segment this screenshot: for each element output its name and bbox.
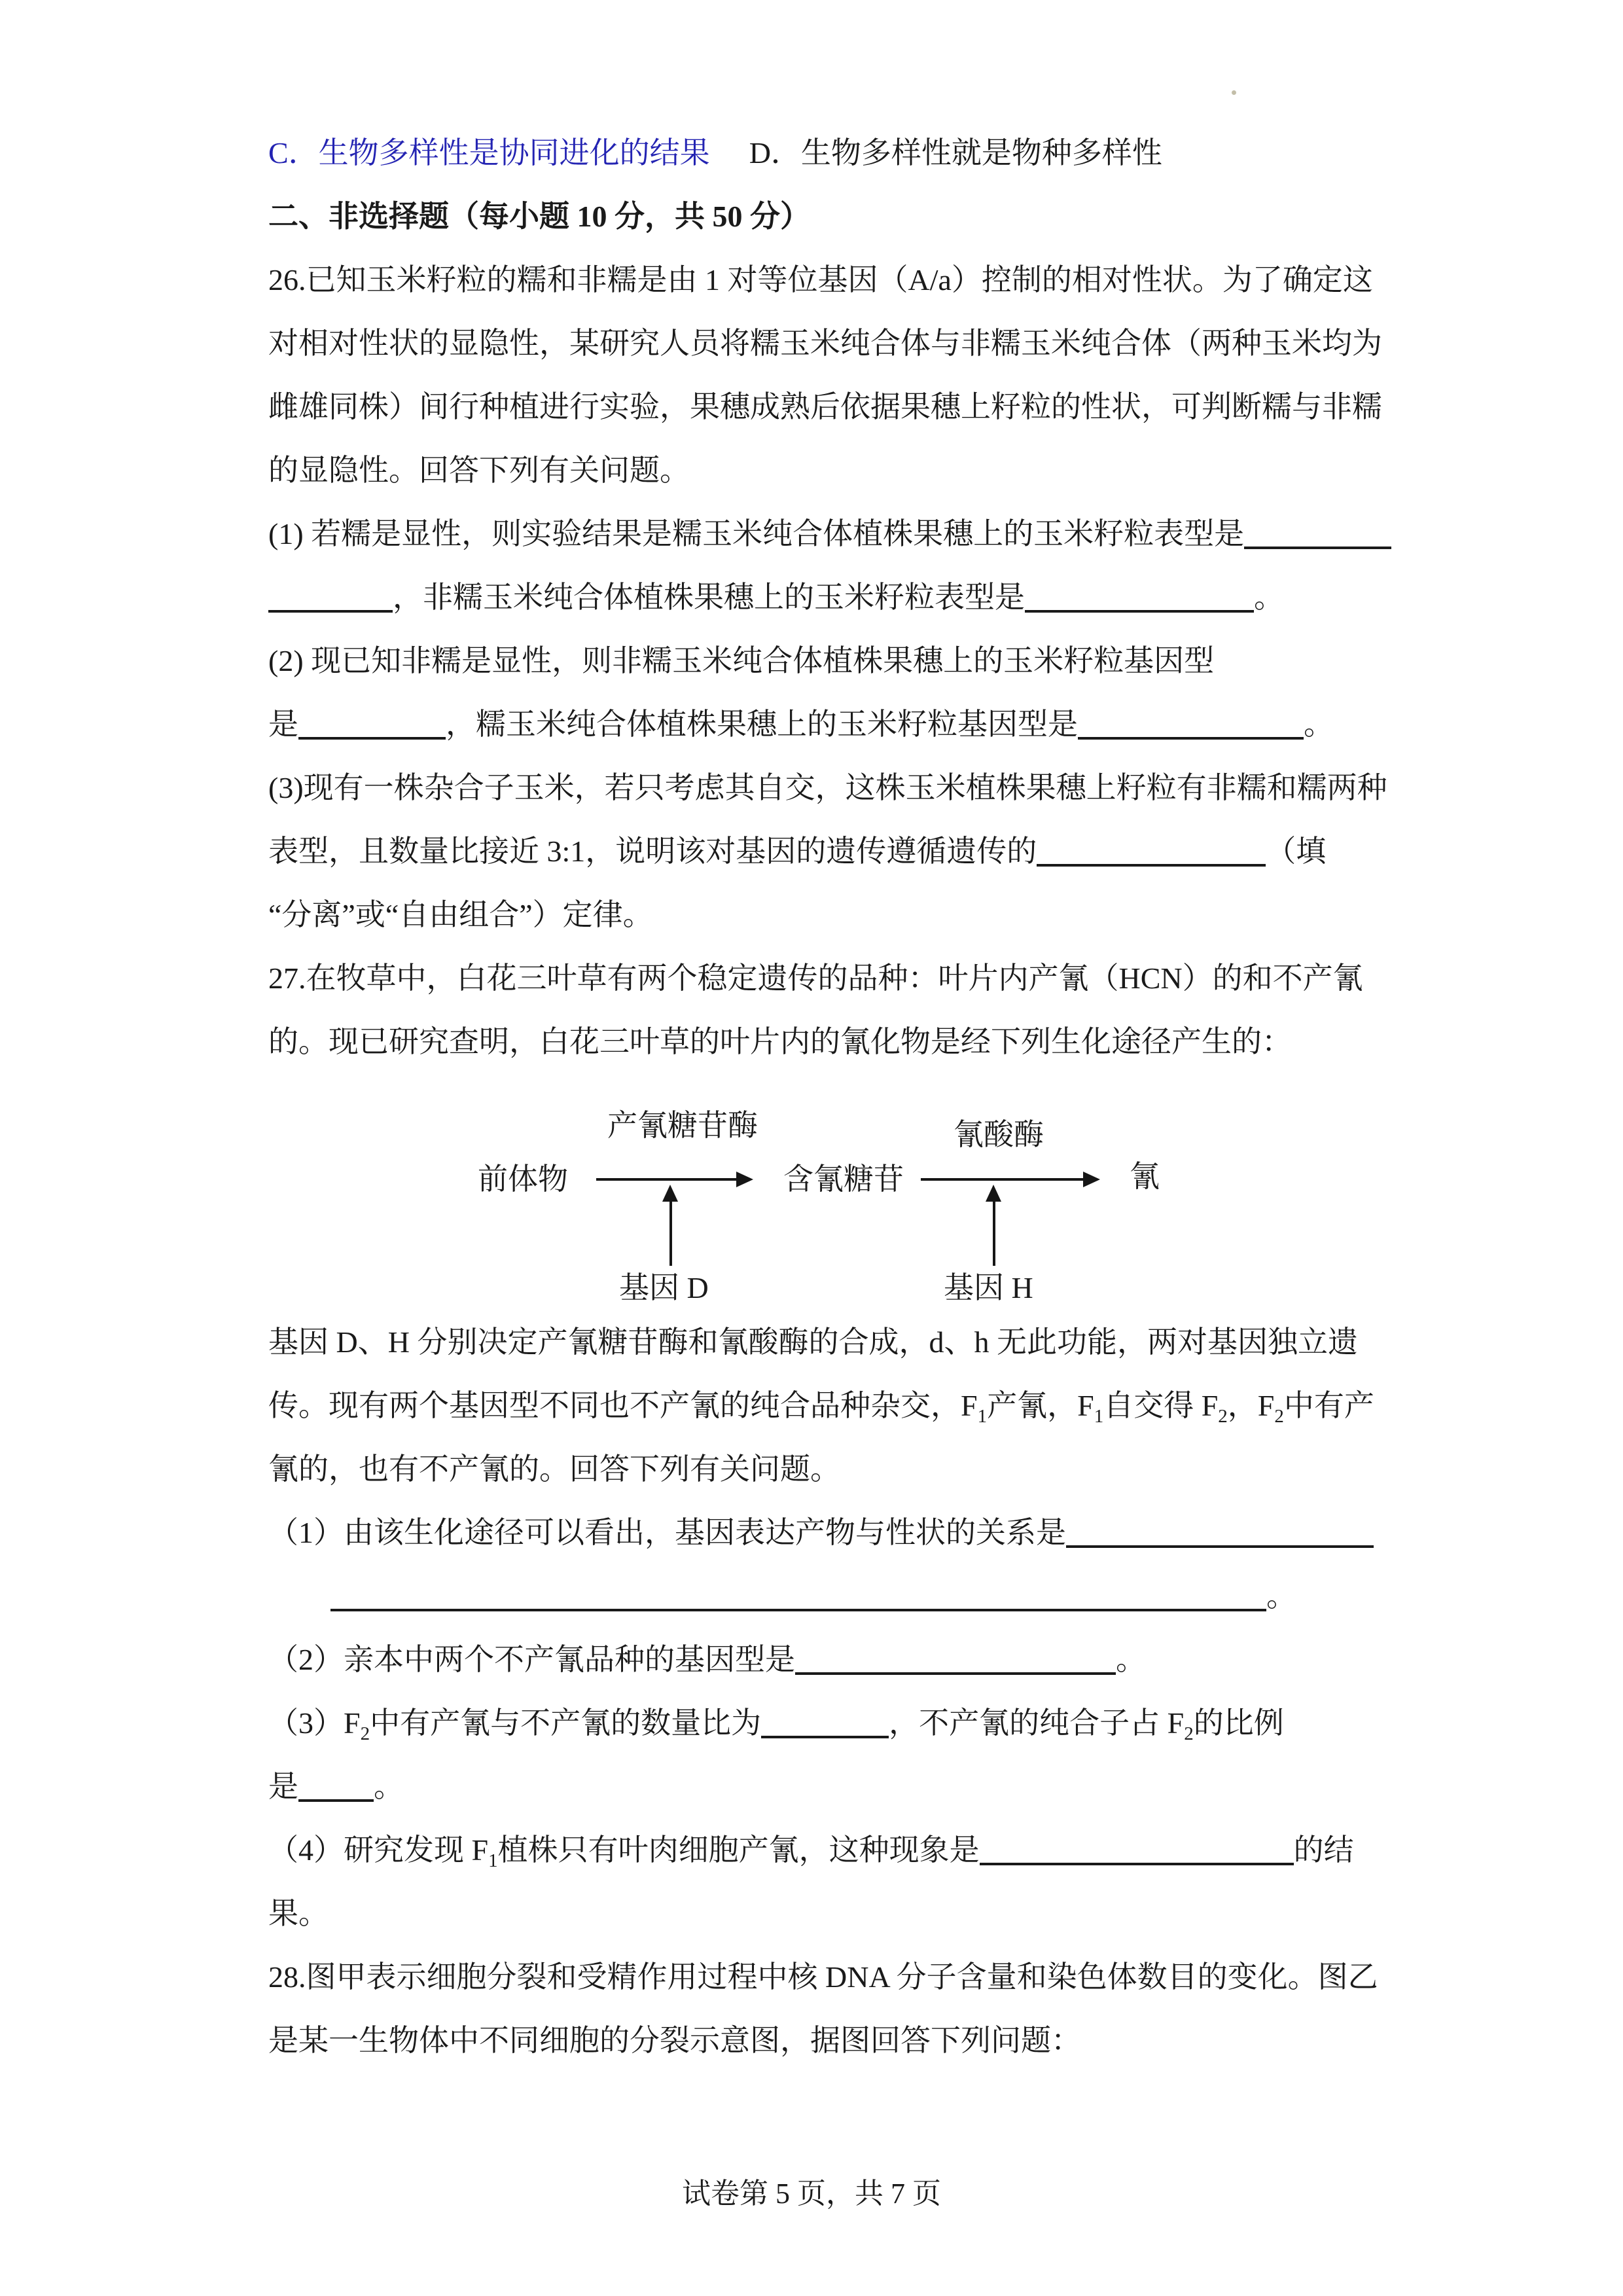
line-q27-1a	[268, 1501, 1381, 1564]
text-run: 植株只有叶肉细胞产氰，这种现象是	[497, 1833, 980, 1867]
line-options-cd	[268, 121, 1381, 185]
subscript: 1	[977, 1406, 988, 1427]
answer-blank	[268, 577, 393, 613]
text-run: 是	[268, 1770, 298, 1803]
enzyme2-label: 氰酸酶	[954, 1118, 1044, 1151]
line-q28-intro-2	[268, 2009, 1381, 2072]
line-q26-1a	[268, 502, 1381, 565]
text-run: 。	[374, 1770, 404, 1803]
answer-blank	[298, 704, 446, 740]
line-q26-intro-1	[268, 248, 1381, 312]
line-q26-intro-4	[268, 439, 1381, 502]
line-q27-4a	[268, 1818, 1381, 1882]
text-run: 27.在牧草中，白花三叶草有两个稳定遗传的品种：叶片内产氰（HCN）的和不产氰	[268, 961, 1363, 995]
page-footer: 试卷第 5 页，共 7 页	[682, 2178, 941, 2210]
answer-blank	[330, 1576, 1266, 1611]
text-run: 。	[1266, 1579, 1296, 1613]
line-q26-intro-2	[268, 312, 1381, 375]
text-run: （填	[1266, 834, 1327, 868]
text-run: （1）由该生化途径可以看出，基因表达产物与性状的关系是	[268, 1516, 1066, 1549]
subscript: 2	[360, 1723, 370, 1745]
text-run: （3）F	[268, 1706, 361, 1740]
text-run: 中有产氰与不产氰的数量比为	[370, 1706, 762, 1740]
line-q27-4b	[268, 1882, 1381, 1945]
text-run: 中有产	[1283, 1389, 1374, 1422]
intermediate-label: 含氰糖苷	[783, 1162, 904, 1196]
text-run: (3)现有一株杂合子玉米，若只考虑其自交，这株玉米植株果穗上籽粒有非糯和糯两种	[268, 771, 1387, 804]
scan-speck	[1232, 90, 1236, 95]
text-run: 的结	[1293, 1833, 1354, 1867]
text-run: D．生物多样性就是物种多样性	[749, 136, 1162, 170]
line-q26-3a	[268, 756, 1387, 819]
text-run: (2) 现已知非糯是显性，则非糯玉米纯合体植株果穗上的玉米籽粒基因型	[268, 644, 1215, 677]
gene-d-up-arrow	[669, 1200, 672, 1266]
answer-blank	[1244, 514, 1391, 549]
text-run: 。	[1304, 708, 1334, 741]
answer-blank	[980, 1830, 1294, 1865]
gene-h-label: 基因 H	[944, 1271, 1033, 1304]
text-run: 26.已知玉米籽粒的糯和非糯是由 1 对等位基因（A/a）控制的相对性状。为了确定这	[268, 263, 1373, 296]
line-q27-intro-1	[268, 946, 1381, 1010]
text-run: 的比例	[1193, 1706, 1284, 1740]
line-q26-3b	[268, 819, 1381, 883]
answer-blank	[761, 1703, 889, 1738]
text-run: 28.图甲表示细胞分裂和受精作用过程中核 DNA 分子含量和染色体数目的变化。图乙	[268, 1960, 1378, 1994]
text-run: ，F	[1227, 1389, 1275, 1422]
page-content	[268, 121, 1387, 2072]
subscript: 1	[488, 1850, 498, 1872]
text-run: 氰的，也有不产氰的。回答下列有关问题。	[268, 1452, 840, 1486]
text-run: （2）亲本中两个不产氰品种的基因型是	[268, 1643, 795, 1676]
subscript: 2	[1184, 1723, 1194, 1745]
text-run: 表型，且数量比接近 3:1，说明该对基因的遗传遵循遗传的	[268, 834, 1037, 868]
text-run: 基因 D、H 分别决定产氰糖苷酶和氰酸酶的合成，d、h 无此功能，两对基因独立遗	[268, 1325, 1358, 1359]
biochemical-pathway-diagram	[478, 1107, 1198, 1310]
highlighted-option-text: C．生物多样性是协同进化的结果	[268, 136, 710, 170]
subscript: 2	[1274, 1406, 1284, 1427]
precursor-label: 前体物	[478, 1162, 568, 1196]
text-run: ，糯玉米纯合体植株果穗上的玉米籽粒基因型是	[446, 708, 1078, 741]
text-run: （4）研究发现 F	[268, 1833, 489, 1867]
product-label: 氰	[1130, 1160, 1160, 1193]
text-run: “分离”或“自由组合”）定律。	[268, 898, 653, 931]
line-section-header	[268, 185, 1381, 248]
answer-blank	[1037, 831, 1266, 867]
gene-d-label: 基因 D	[619, 1271, 709, 1304]
text-run: ，不产氰的纯合子占 F	[889, 1706, 1185, 1740]
text-run: 传。现有两个基因型不同也不产氰的纯合品种杂交，F	[268, 1389, 978, 1422]
document-lines-before	[268, 121, 1387, 1073]
text-run: 。	[1254, 581, 1284, 614]
line-q26-intro-3	[268, 375, 1381, 439]
line-q26-2b	[268, 692, 1381, 756]
line-q28-intro-1	[268, 1945, 1381, 2009]
line-q26-1b	[268, 565, 1381, 629]
line-q27-2	[268, 1628, 1381, 1691]
text-run: 是某一生物体中不同细胞的分裂示意图，据图回答下列问题：	[268, 2024, 1081, 2057]
answer-blank	[795, 1640, 1116, 1675]
answer-blank	[1025, 577, 1254, 613]
text-run: ，非糯玉米纯合体植株果穗上的玉米籽粒表型是	[393, 581, 1025, 614]
text-run: 的显隐性。回答下列有关问题。	[268, 454, 690, 487]
answer-blank	[298, 1767, 374, 1802]
line-q27-3b	[268, 1755, 1381, 1818]
subscript: 2	[1218, 1406, 1228, 1427]
text-run: 产氰，F	[987, 1389, 1094, 1422]
text-run: 果。	[268, 1897, 329, 1930]
line-q27-1b	[268, 1564, 1381, 1628]
reaction-arrow-1	[596, 1178, 751, 1181]
line-q27-body-1	[268, 1310, 1381, 1374]
answer-blank	[1066, 1513, 1374, 1548]
enzyme1-label: 产氰糖苷酶	[607, 1109, 758, 1142]
line-q27-body-3	[268, 1437, 1381, 1501]
text-run: 。	[1116, 1643, 1146, 1676]
text-run: 自交得 F	[1103, 1389, 1219, 1422]
line-q27-3a	[268, 1691, 1381, 1755]
text-run: 对相对性状的显隐性，某研究人员将糯玉米纯合体与非糯玉米纯合体（两种玉米均为	[268, 327, 1382, 360]
text-run: 雌雄同株）间行种植进行实验，果穗成熟后依据果穗上籽粒的性状，可判断糯与非糯	[268, 390, 1382, 423]
document-lines-after	[268, 1310, 1381, 2072]
line-q26-2a	[268, 629, 1381, 692]
text-run: 的。现已研究查明，白花三叶草的叶片内的氰化物是经下列生化途径产生的：	[268, 1025, 1292, 1058]
answer-blank	[1078, 704, 1304, 740]
reaction-arrow-2	[921, 1178, 1097, 1181]
subscript: 1	[1094, 1406, 1104, 1427]
text-run: (1) 若糯是显性，则实验结果是糯玉米纯合体植株果穗上的玉米籽粒表型是	[268, 517, 1245, 550]
line-q27-body-2	[268, 1374, 1381, 1437]
gene-h-up-arrow	[993, 1200, 995, 1266]
line-q27-intro-2	[268, 1010, 1381, 1073]
text-run: 是	[268, 708, 298, 741]
line-q26-3c	[268, 883, 1381, 946]
text-run: 二、非选择题（每小题 10 分，共 50 分）	[268, 200, 810, 233]
